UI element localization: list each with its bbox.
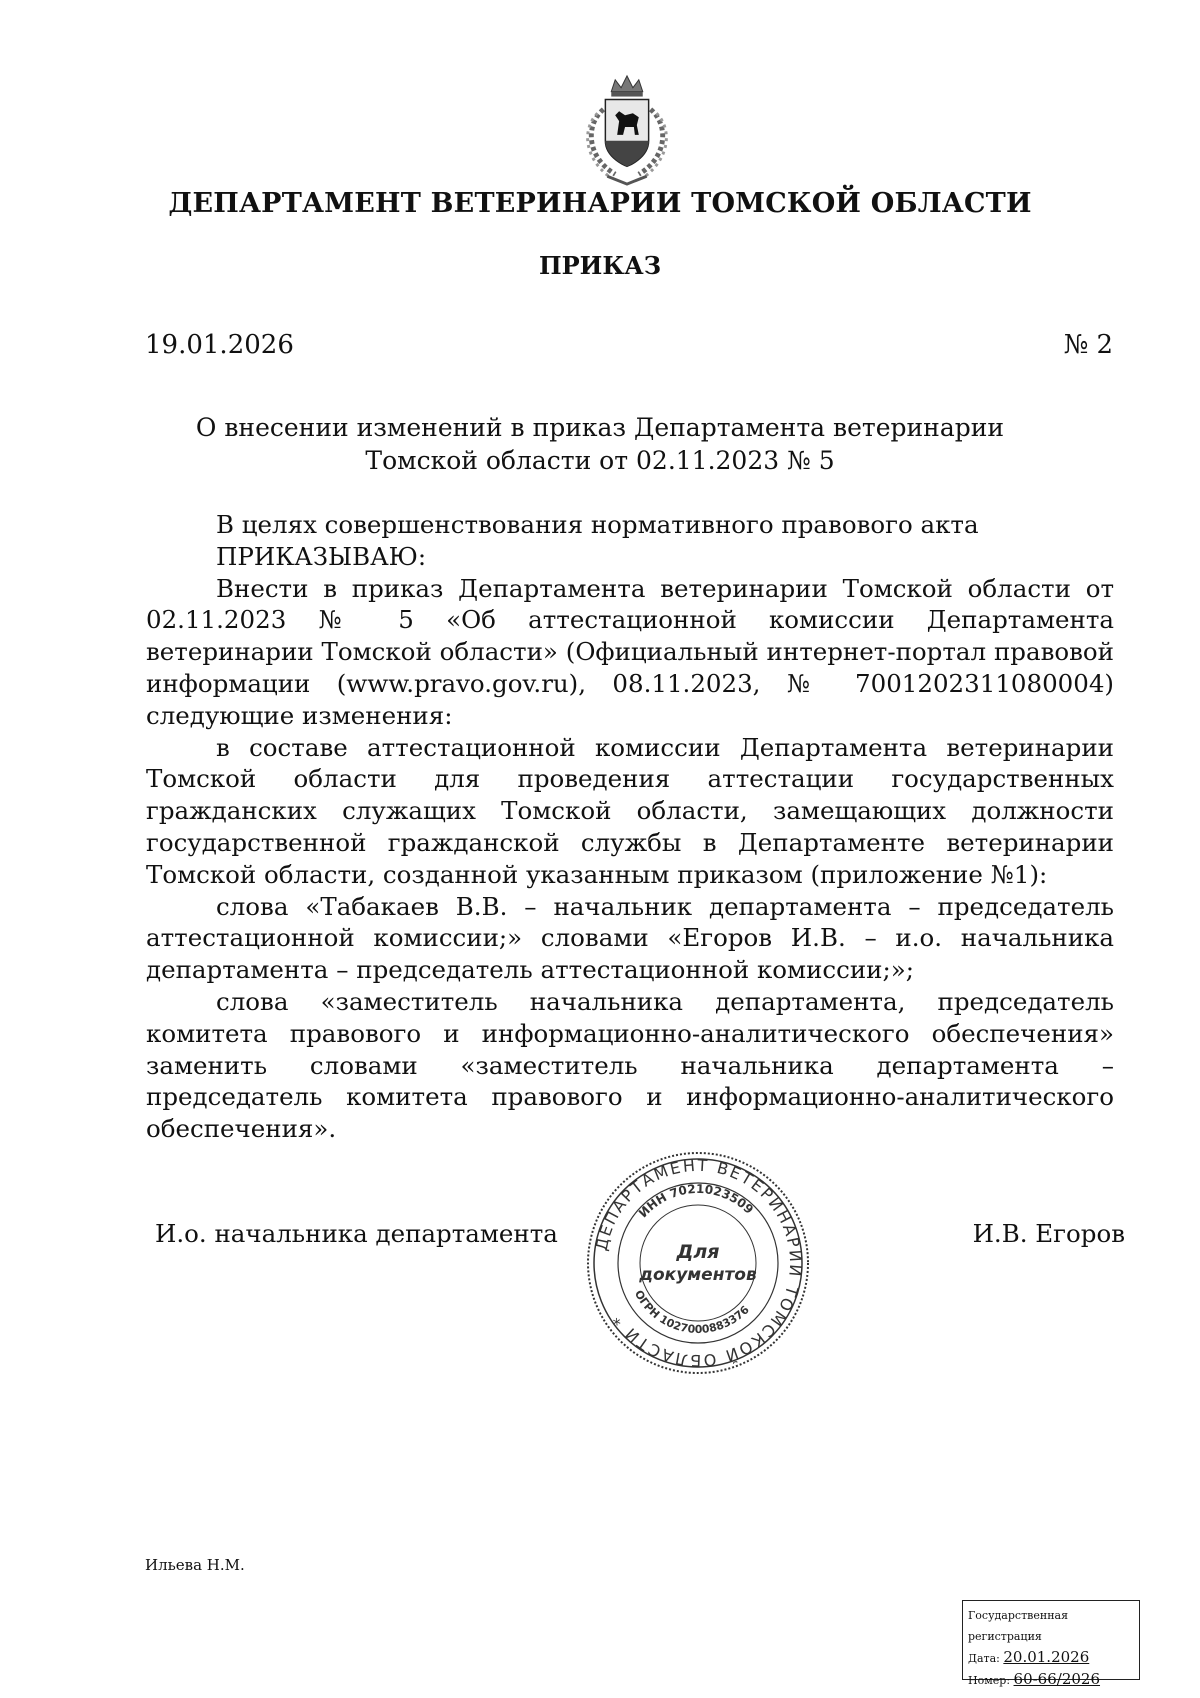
executor-name: Ильева Н.М. — [145, 1556, 245, 1574]
signatory-name: И.В. Егоров — [972, 1219, 1125, 1248]
body-paragraph-commission: в составе аттестационной комиссии Департамента ветеринарии Томской области для проведения аттестации государственных гражданских служащих Томской области, замещающих должности государственной гражданской службы в Департаменте ветеринарии Томской области, созданной указанным приказом (приложение №1): — [146, 732, 1114, 889]
document-body — [146, 509, 1114, 1145]
stamp-ogrn-text: ОГРН 1027000883376 — [631, 1287, 752, 1337]
registration-date-row — [968, 1647, 1134, 1669]
body-paragraph-replace-chair: слова «Табакаев В.В. – начальник департамента – председатель аттестационной комиссии;» словами «Егоров И.В. – и.о. начальника департамента – председатель аттестационной комиссии;»; — [146, 891, 1114, 985]
body-paragraph-amendment: Внести в приказ Департамента ветеринарии Томской области от 02.11.2023 № 5 «Об аттестационной комиссии Департамента ветеринарии Томской области» (Официальный интернет-портал правовой информации (www.pravo.gov.ru), 08.11.2023, № 7001202311080004) следующие изменения: — [146, 573, 1114, 730]
registration-date-value: 20.01.2026 — [1003, 1648, 1090, 1666]
registration-date-label: Дата: — [968, 1652, 1000, 1665]
stamp-inn-text: ИНН 7021023509 — [635, 1181, 757, 1221]
subject-line-1: О внесении изменений в приказ Департамента ветеринарии — [195, 413, 1005, 442]
stamp-center-line-2: документов — [639, 1265, 757, 1285]
body-paragraph-order: ПРИКАЗЫВАЮ: — [216, 541, 427, 571]
document-type: ПРИКАЗ — [538, 251, 662, 280]
subject-line-2: Томской области от 02.11.2023 № 5 — [365, 446, 835, 475]
department-title: ДЕПАРТАМЕНТ ВЕТЕРИНАРИИ ТОМСКОЙ ОБЛАСТИ — [168, 188, 1032, 219]
signatory-title: И.о. начальника департамента — [155, 1219, 558, 1248]
document-date: 19.01.2026 — [145, 330, 294, 360]
coat-of-arms-emblem — [568, 70, 686, 188]
body-paragraph-replace-deputy: слова «заместитель начальника департамента, председатель комитета правового и информационно-аналитического обеспечения» заменить словами «заместитель начальника департамента – председатель комитета правового и информационно-аналитического обеспечения». — [146, 986, 1114, 1144]
registration-box — [962, 1600, 1140, 1688]
stamp-outer-text: ДЕПАРТАМЕНТ ВЕТЕРИНАРИИ ТОМСКОЙ ОБЛАСТИ * — [591, 1155, 806, 1371]
document-subject — [150, 411, 1050, 477]
stamp-center-line-1: Для — [676, 1241, 720, 1263]
body-paragraph-purpose: В целях совершенствования нормативного правового акта — [216, 510, 979, 539]
registration-heading: Государственная регистрация — [968, 1609, 1069, 1643]
registration-number-row — [968, 1669, 1134, 1691]
svg-text:ИНН 7021023509 — [636, 1182, 756, 1220]
document-number: № 2 — [1063, 330, 1113, 360]
registration-number-value: 60-66/2026 — [1013, 1670, 1101, 1688]
official-stamp — [583, 1148, 813, 1378]
registration-number-label: Номер: — [968, 1674, 1011, 1687]
